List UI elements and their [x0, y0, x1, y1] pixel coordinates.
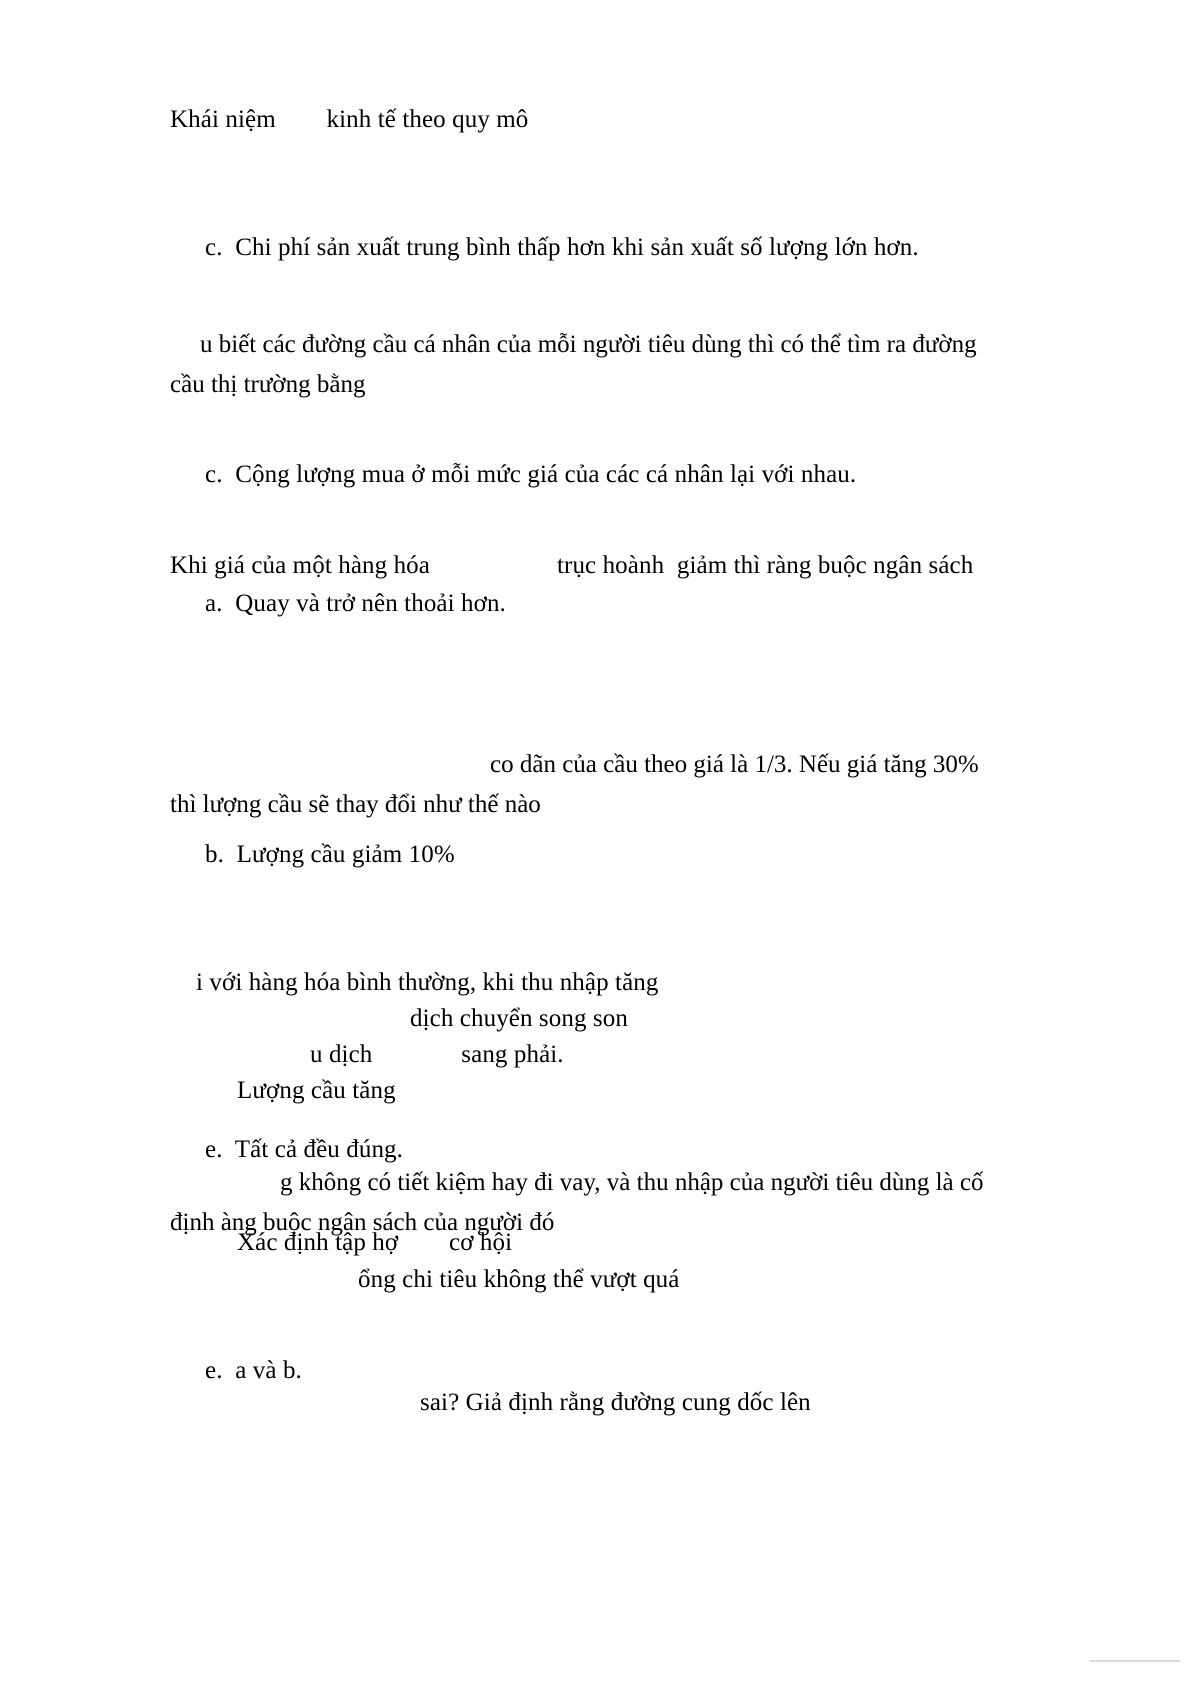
answer-option-q5-1: dịch chuyển song son [410, 1005, 628, 1032]
answer-option-q5-3: Lượng cầu tăng [237, 1077, 396, 1104]
answer-option-q5-e: e. Tất cả đều đúng. [205, 1136, 403, 1163]
answer-option-q3-a: a. Quay và trở nên thoải hơn. [205, 590, 506, 617]
question-stem-q3: Khi giá của một hàng hóa trục hoành giảm thì ràng buộc ngân sách [170, 552, 974, 579]
page-title: Khái niệm kinh tế theo quy mô [170, 106, 529, 133]
answer-option-q6-e: e. a và b. [205, 1357, 302, 1384]
question-stem-q4: co dãn của cầu theo giá là 1/3. Nếu giá tăng 30% thì lượng cầu sẽ thay đổi như thế nào [170, 751, 979, 818]
answer-option-q6-2: ổng chi tiêu không thể vượt quá [358, 1266, 680, 1293]
question-stem-q6: g không có tiết kiệm hay đi vay, và thu nhập của người tiêu dùng là cố định àng buộc ngân sách của người đó [170, 1169, 984, 1236]
answer-option-q2-c: c. Cộng lượng mua ở mỗi mức giá của các cá nhân lại với nhau. [205, 461, 857, 488]
answer-option-q4-b: b. Lượng cầu giảm 10% [205, 841, 455, 868]
question-stem-q5: i với hàng hóa bình thường, khi thu nhập tăng [196, 969, 659, 996]
footer-divider [1090, 1660, 1180, 1662]
question-stem-q7: sai? Giả định rằng đường cung dốc lên [420, 1389, 811, 1416]
question-stem-q2: u biết các đường cầu cá nhân của mỗi người tiêu dùng thì có thể tìm ra đường cầu thị trường bằng [170, 331, 977, 398]
answer-option-q1-c: c. Chi phí sản xuất trung bình thấp hơn khi sản xuất số lượng lớn hơn. [205, 234, 919, 261]
answer-option-q6-1: Xác định tập hợ cơ hội [237, 1229, 513, 1256]
answer-option-q5-2: u dịch sang phải. [310, 1041, 564, 1068]
